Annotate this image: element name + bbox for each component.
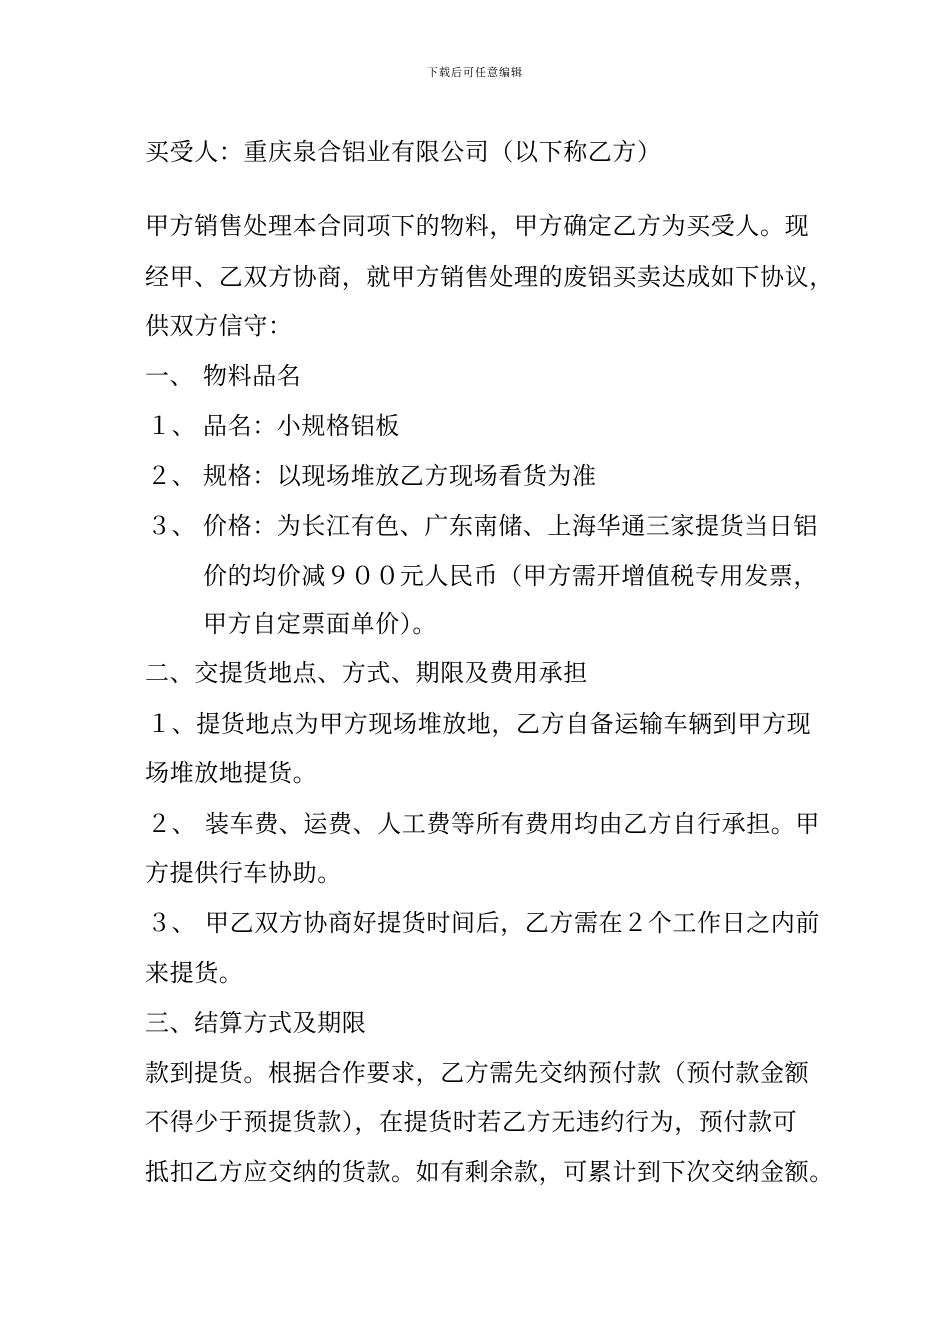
section-number: 一、 <box>145 362 195 390</box>
item-text: 品名：小规格铝板 <box>203 412 400 440</box>
paragraph-line: 场堆放地提货。 <box>145 759 318 787</box>
intro-line: 供双方信守： <box>145 312 293 340</box>
item-number: ２、 <box>147 810 197 838</box>
paragraph-line: 来提货。 <box>145 959 244 987</box>
item-number: ３、 <box>147 909 197 937</box>
paragraph-line: 装车费、运费、人工费等所有费用均由乙方自行承担。甲 <box>205 810 820 838</box>
item-text: 规格：以现场堆放乙方现场看货为准 <box>203 462 597 490</box>
item-number: ２、 <box>147 462 197 490</box>
section-title: 二、交提货地点、方式、期限及费用承担 <box>145 659 588 687</box>
paragraph-line: 款到提货。根据合作要求，乙方需先交纳预付款（预付款金额 <box>145 1059 810 1087</box>
paragraph-line: 抵扣乙方应交纳的货款。如有剩余款，可累计到下次交纳金额。 <box>145 1158 834 1186</box>
paragraph-line: 方提供行车协助。 <box>145 859 342 887</box>
section-title: 物料品名 <box>203 362 302 390</box>
item-text-continued: 甲方自定票面单价）。 <box>203 610 437 638</box>
intro-line: 经甲、乙双方协商，就甲方销售处理的废铝买卖达成如下协议， <box>145 263 834 291</box>
intro-line: 甲方销售处理本合同项下的物料，甲方确定乙方为买受人。现 <box>145 212 810 240</box>
paragraph-line: 不得少于预提货款），在提货时若乙方无违约行为，预付款可 <box>145 1108 798 1136</box>
paragraph-line: 甲乙双方协商好提货时间后，乙方需在２个工作日之内前 <box>205 909 820 937</box>
header-note: 下载后可任意编辑 <box>427 66 523 79</box>
item-number: １、 <box>147 412 197 440</box>
item-text: 价格：为长江有色、广东南储、上海华通三家提货当日铝 <box>203 512 818 540</box>
item-text-continued: 价的均价减９００元人民币（甲方需开增值税专用发票， <box>203 562 818 590</box>
paragraph-line: １、提货地点为甲方现场堆放地，乙方自备运输车辆到甲方现 <box>147 710 812 738</box>
item-number: ３、 <box>147 512 197 540</box>
buyer-line: 买受人：重庆泉合铝业有限公司（以下称乙方） <box>145 138 662 166</box>
section-title: 三、结算方式及期限 <box>145 1009 367 1037</box>
